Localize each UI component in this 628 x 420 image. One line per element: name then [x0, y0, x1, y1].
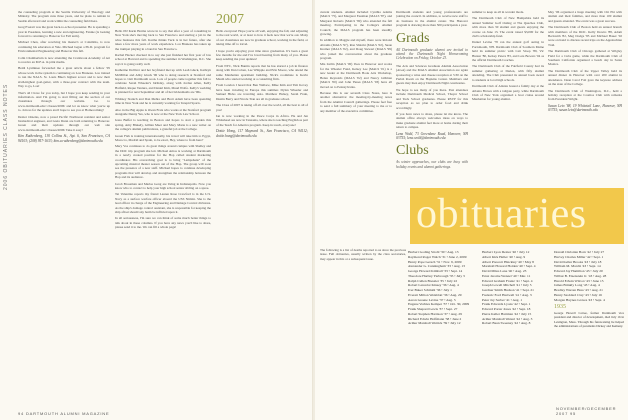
- obituary-entry: Henry Stoddard Clay '43 • July 16: [554, 292, 602, 297]
- paragraph: The Arts and Sciences Graduate Alumni Association (AGA) and the MALS Alumni Association are again sponsoring a wine and cheese reception at 5:30 on the Parish Room on the Hopkins Center. Members and guests may then enjoy Dartmouth Night ceremonies.: [396, 63, 468, 86]
- obituary-entry: Ralph Cullen Bressler '35 • July 22: [408, 278, 458, 283]
- obituary-entry: Morgan Haynes Graves '43 • Sept. 4: [554, 297, 605, 302]
- paragraph: If you have news to share, please let me know. The alumni office always welcomes ideas on ways to make graduate alumni feel more at home during their return to campus.: [396, 111, 468, 130]
- paragraph: Colin Chamberlain is now attending the Cranbrook Academy of Art to receive an M.F.A. in print media.: [18, 55, 110, 65]
- clubs-subtitle: As winter approaches, our clubs are busy with holiday events and alumni gatherings.: [396, 160, 468, 169]
- obituary-entry: Harold Edwin Wilcox '43 • June 15: [554, 278, 604, 283]
- paragraph: In addition to Maggie and myself, there were Roland Abrams (MALS '97), Ron Shlomi (MALS '02), Susie Kremer (MALS '02), and Doug Stewart (MALS '99) who joined the conversation about the graduate program.: [320, 38, 392, 61]
- obituary-entry: Pierre Keller Hartman '42 • July 15: [482, 311, 532, 316]
- obituary-entry: Frederic Ford Hartwell '41 • Aug. 3: [482, 292, 532, 297]
- obituary-entry: Robert Bean Sweeney '42 • Aug. 8: [482, 321, 531, 326]
- page-footer-left: 94 DARTMOUTH ALUMNI MAGAZINE: [18, 411, 110, 416]
- obituary-entry: Bradley Warren Hess '43 • Aug. 21: [554, 288, 603, 292]
- obituary-entry: Robert Stephen Harrison '37 • Aug. 29: [408, 311, 462, 316]
- class-year-heading: 2006: [115, 12, 143, 27]
- obituary-entry: Wilbur B. Eisenstein Jr. '43 • Aug. 28: [554, 273, 607, 278]
- paragraph: In all seriousness, I'm sure we can think of some much better things to talk about in these columns. If you have any news you'd like to share, please send it to me. We can fill a whole page!: [115, 216, 211, 230]
- paragraph: Tai Valentino reports my friend Lauren Rose Crawford is in the U.S. Navy as a surface warfare officer aboard the USS Nimitz. She is the lead officer in charge of the Engineering and Damage Control divisions. As the ship's damage control assistant, she is responsible for keeping the ship afloat should any harm be inflicted upon it.: [115, 192, 211, 215]
- obituary-entry: Arthur Marshall Wetzel '42 • Aug. 3: [482, 316, 533, 321]
- obituary-entry: Edward Porter Jones '42 • Sept. 18: [482, 307, 531, 311]
- paragraph: The Class of 2007 is taking off all over the world, all the best to all of you!: [216, 103, 308, 112]
- paragraph: I hope you're enjoying your time since graduation. It's been a great few months for me and I've loved hearing from many of you. Please keep sending me your updates!: [216, 48, 308, 62]
- paragraph: May '06 organized a huge meeting with Chi Phi with alumni and their families, and more than 100 alumni and guests attended. The event was a great success.: [548, 10, 622, 23]
- clubs-heading: Clubs: [396, 143, 429, 159]
- obituary-entry: William M. Marchi '43 • Sept. 14: [554, 264, 601, 269]
- obituary-entry: Everett Milton Weisblatt '36 • Aug. 29: [408, 292, 462, 297]
- right-column-4: [548, 10, 622, 188]
- obituaries-heading: obituaries: [416, 191, 587, 237]
- obituary-entry: James Brinkly Long '43 • Aug. 4: [554, 283, 600, 288]
- paragraph: Greg Everett was the great back-to-school presenter. He is spending a year in Pasadena, learning a new and engineering. Fannie (is looking forward to returning to Hanover for Fall term).: [18, 25, 110, 39]
- obituary-note: George Howell Cottee, former Dartmouth vice president and director of development, died July 16 in Lexington, Mass. Through his fund-raising he helped the administrations of presidents Dickey and Kemeny.: [554, 311, 624, 328]
- paragraph: The Dartmouth Club of Chicago gathered at Wrigley Field for a Cubs game, while the Dartmouth Club of Southern California organized a beach day in Santa Monica.: [548, 49, 622, 67]
- paragraph: Dartmouth students and young professionals are joining the council. In addition, to receive new staff to do business in the alumni center. The Hanover program is drawing more than 500 participants a year.: [396, 10, 468, 28]
- obituary-entry: Theodore Hartley Yarbrough '35 • July 3: [408, 273, 465, 278]
- signature: Susan Leto '88, 19 Whitetail Lane, Hanover, NH 03755; susan.leto@dartmouth.edu: [548, 103, 622, 113]
- obituary-entry: Herbert Goding Strobl '30 • Aug. 13: [408, 250, 459, 254]
- paragraph: The Dartmouth Club of the Upper Valley held its annual dinner in Hanover with over 200 alumni in attendance. Dean Carol Folt gave the keynote address on the state of the College.: [548, 68, 622, 87]
- obituary-entry: Eugene Vorhies Kemper '37 • Oct. 30, 2009: [408, 302, 470, 307]
- paragraph: Ian is now working in the Peace Corps in Africa. He and Jen Whitehead are now in Tanzania, where she is teaching English as part of the Teach for America program. Keep in touch, everyone!: [216, 113, 308, 127]
- paragraph: The Dartmouth Club of Boston held an annual brunch with members of the DOC. Kelly Downs '88, Adam Beckwith '82, Meg Dodge '85 and Michael Bauer '02 were on hand to discuss recent trips on the Appalachian Trail.: [548, 25, 622, 47]
- obituary-entry: Aaron Greene Levine '37 • Aug. 5: [408, 297, 456, 302]
- paragraph: Hello 06! Karin Herma wrote in to say that after a year of consulting in New York she's moving back to San Francisco and starting a job in the wine business this fall. Karthe thinks Tuck is in her future, after she takes a few more years of work experience. Lou Bruneau has taken up the trumpet playing in a band in San Francisco.: [115, 29, 211, 51]
- paragraph: Jessa Buffet is teaching in Boston and hopes to start a garden this spring. Amy Blakely, Gillian Maer and Mary Marie is a new writer on the college's alumni publications, a grateful job at the College.: [115, 118, 211, 132]
- grads-heading: Grads: [396, 30, 430, 46]
- paragraph: Michael Chen, after receiving his master's at Columbia, is now continuing his education at Yale. Michael began a Ph.D. program for Environmental Engineering and Hanover this fall.: [18, 40, 110, 54]
- obituary-entry: Frank Shepard Lewis '37 • Sept. 27: [408, 307, 458, 311]
- paragraph: From NYC, Nick Buntin reports that he has started a job in finance along with Dan Cohen, Lee Whipple and Erin Moore, who attend the same Manhattan apartment building. Nick's roommate is Kevin Masih who started working at a consulting firm.: [216, 63, 308, 82]
- class-year-heading: 2007: [216, 12, 244, 27]
- obituary-list-3: [554, 250, 624, 328]
- obituary-entry: Harvey Charles Miller '42 • Sept. 1: [554, 254, 604, 259]
- page-footer-right: NOVEMBER/DECEMBER 2007 95: [556, 406, 617, 416]
- obituary-entry: Marshall Howard Holden '40 • Sept. 4: [482, 264, 536, 269]
- paragraph: Dartmouth Club of Atlanta hosted a family day at the Atlanta Braves with a tailgate party, while Dartmouth Club of New York organized a boat cruise around Manhattan for young alumni.: [472, 84, 544, 102]
- right-column-1: [320, 10, 392, 188]
- paragraph: Also in the Big Apple is Owen Frais who works at the Stanford program alongside Denny Yes, who is now at the New York Law School.: [115, 107, 211, 116]
- obituary-entry: Alexander G. Cunningham '33 • Aug. 13: [408, 264, 465, 269]
- paragraph: Daniel Levine '70 ran the annual golf outing in Portsmouth, NH. Dartmouth Club of Southern Maine held its summer picnic with Cait Sloop '89, Vic Hunter '80, Kelsey Peters '83, and Lara Bowers '04 as the official Dartmouth Coaches.: [472, 40, 544, 63]
- obituary-entry: Ernst Jerome Wenzel '40 • Mar. 11: [482, 273, 531, 278]
- paragraph: Because this is our seventh Class Notes, here is another alternative: the meeting-by-meeting notes from the Alumni Council gatherings. Please feel free to send a full summary of your meeting to me or to any member of the executive committee.: [320, 90, 392, 113]
- paragraph: From London I heard that Ben Wallace, Mike Kim and Tim Kovey have been traveling in Europe this summer. Dylan Wheeler and Samuel Hicks are traveling Asia. Matthew Halsey, Sarah Frain, Dustin Berry and Nicole Tran are all in graduate school.: [216, 83, 308, 101]
- obituary-year-heading: 1935: [554, 304, 566, 311]
- obituary-entry: Joseph Lowell Mitchell '41 • July 5: [482, 283, 532, 288]
- obituary-entry: Herbert Lyon Dexter '40 • July 12: [482, 250, 530, 254]
- paragraph: Rachel Hacker checked in to say she just finished her first year of law school at Harvard and is spending the summer in Washington, D.C. She says it is going really well.: [115, 53, 211, 66]
- obituary-entry: Edward Jay Hamilton '43 • July 20: [554, 269, 603, 273]
- paragraph: Mia Zetlin (MALS '00) lives in Hanover and works for the Wheeler Fund, Kelsey Lee (MALS '01) is a new leader at the Dartmouth Book Arts Workshop, Helen Reynolds (MALS '02) and Nancy Gillman (MALS '00) and John Yunes (MALS '03) have all moved on to Pennsylvania.: [320, 62, 392, 89]
- obituary-entry: Donald Christian Born '42 • July 27: [554, 250, 605, 254]
- obituary-entry: Edward Graham Frantz '41 • Sept. 4: [482, 278, 533, 283]
- signature: Lena Wold, 73 Greenlane Road, Hanover, NH 03755; lena.wold@dartmouth.edu: [396, 131, 468, 140]
- paragraph: Whitney Stanich and Dan Mehta and Brett Adam have been spending time in New York and he is currently working for Inrepid Sports.: [115, 96, 211, 106]
- obituary-entry: Iver Baker Schmidt '36 • July 1: [408, 288, 452, 292]
- right-column-3: [472, 10, 544, 188]
- right-column-2: [396, 10, 468, 188]
- paragraph: Heidi Lyaminee forwarded me a great article about a fellow '05 whose work in the system is continuing on Lou Bruneau. Lou trained to run the NALS. St. Louis Blue's highest scorer and is now their sixth-highest goal-getter, with a three-year contract with the team. Way to go, Lou!: [18, 66, 110, 89]
- grads-subtitle: All Dartmouth graduate alumni are invited to attend the Dartmouth Night Homecoming Celebration on Friday, October 23.: [396, 47, 468, 61]
- paragraph: Green Fish is training internationally, his travel will take him to Egypt, Morocco, Madrid and Spain, to be exact, Hey, where to from here?: [115, 133, 211, 142]
- obituaries-banner: [410, 188, 624, 244]
- signature: Kim Ruthenberg, 130 Collins St., Apt. 6, San Francisco, CA 94103; (208) 957-1633; kim.a.ruthenberg@dartmouth.edu: [18, 134, 110, 143]
- obituary-entry: David Keller Brooks '43 • July 18: [554, 259, 602, 264]
- class-notes-column-2: [115, 10, 211, 405]
- paragraph: Dexter Ornelas, now a proud Pacific Northwest resident and senior biomedical engineer, and Greta Dunn are both returning to Hanover. Green and their updates through our web site www.dartmouth.edu/~classes/2006/ Take it easy!: [18, 114, 110, 132]
- signature: Dottie Hong, 117 Maynard St., San Francisco, CA 94112; dottie.hong@dartmouth.edu: [216, 129, 308, 138]
- left-page: [0, 0, 313, 420]
- obituary-entry: Henry Pope Gersch '31 • Nov. 9, 2009: [408, 259, 462, 264]
- paragraph: The Dartmouth Club of the Fairfield County had its summer gathering at Darien, with fifty alumni attending. The Club presented its annual book award to students at local high schools.: [472, 64, 544, 82]
- paragraph: That's all I have for you today, but I hope you keep sending in your information. And I'm going to start filling out the section of our classmates through our website. Go to www.dartmouth.edu/~classes/2006/ and let us know what you're up to. Join us for the updates and I hope to see you at Homecoming!: [18, 90, 110, 113]
- paragraph: The Dartmouth Club of New Hampshire held its annual Summer Golf Outing at The Quechee Club, with more than 30 alumni and guests enjoying the course on June 13. The event raised $3,000 for the club's scholarship fund.: [472, 16, 544, 39]
- obituary-entry: Robert Lancelot Kinsey '36 • Aug. 4: [408, 283, 459, 288]
- obituary-entry: George Howard Kimball '33 • Sept. 14: [408, 269, 463, 273]
- obituaries-intro: The following is a list of deaths reported to us since the previous issue. Full obituaries, usually written by the class secretaries, may appear in this or a subsequent issue.: [320, 248, 406, 261]
- obituary-entry: Arthur Marshall Wettick '39 • July 12: [408, 321, 461, 326]
- obituary-entry: David Miles Lane '40 • Aug. 23: [482, 269, 527, 273]
- obituary-entry: Raymond Roger Walch '31 • June 2, 2009: [408, 254, 467, 259]
- paragraph: Mary Vos continues to do great things around campus with Shelley and the DOC trip program she led. Michael Amos is working at Dartmouth in a newly created position for the Hop called student marketing coordinator. His overarching goal is to bring "Lampshade" of the upcoming musical theater season out of the Hop. The group will soon see the presence of a new staff. Michael hopes to continue developing programs that will develop and strengthen the relationship between the Hop and its audience.: [115, 144, 211, 180]
- obituary-entry: Peter Jay Sarber '41 • Aug. 1: [482, 297, 523, 302]
- obituary-list-1: [408, 250, 478, 326]
- obituary-entry: Richard Edwin Hoffmann '38 • June 2: [408, 316, 462, 321]
- paragraph: Jacob Brossman and Marisa Gong are living in Indianapolis. Now you know who to contact to help your high school senior sibling on a spree.: [115, 181, 211, 190]
- paragraph: We hope to see many of you there. Past attendees include Dartmouth Medical School, Thayer School and Tuck School graduates. Please RSVP for this reception as we plan to order food and drink accordingly.: [396, 87, 468, 110]
- side-tab: 2006 OBITUARIES CLASS NOTES: [3, 83, 9, 190]
- obituary-entry: Albert Prescott Hinckley '40 • May 8: [482, 259, 534, 264]
- class-notes-column-3: [216, 10, 308, 405]
- paragraph: the counseling program at the Seattle University of Theology and Ministry. The program runs three years, and he plans to remain in Seattle afterward and work within the counseling field there.: [18, 10, 110, 23]
- paragraph: summer to keep us all in wonder mode.: [472, 10, 525, 14]
- obituary-list-2: [482, 250, 550, 326]
- paragraph: current students. Alumni included Cynthia Adams (MALS '75), and Margaret Eastman (MALS '87), and Margaret Roberts (MALS '80) who attended the fall meeting. Participating in the College's Alumni Council, the MALS program has been steadily growing.: [320, 10, 392, 37]
- obituary-entry: Gardner Smith Hudson '41 • Sept. 21: [482, 288, 534, 292]
- obituary-entry: Frank Edwards Lyons '42 • Sept. 1: [482, 302, 531, 307]
- obituary-entry: Albert Kirk Heller '40 • Aug. 9: [482, 254, 526, 259]
- paragraph: Hello everyone! Hope you're all well, enjoying the fall, and adjusting to the real world, or at least to how it feels now that we're out. Many of our classmates are now in graduate school, working in the field, or taking time off to travel.: [216, 29, 308, 47]
- paragraph: Katherine Dolliver and her boyfriend met up with Leah Gluck, Kathryn McMillan and Abby Gluck '06 who is doing research at Stanford and hopes to visit Dartmouth soon. Lots of people came together this fall to celebrate Sarah Wheeler's birthday, along with Jordan Allen, Kelly Hatfield, Raque Ventura, and Daniel Kim, Maud Wolfe. Kelly's wedding is planned for next September and all of her bridesmaids are '06s.: [115, 68, 211, 95]
- paragraph: The Dartmouth Club of Washington, D.C., held a holiday reception at the Cosmos Club with remarks from President Wright.: [548, 88, 622, 102]
- class-notes-column-1: [18, 10, 110, 405]
